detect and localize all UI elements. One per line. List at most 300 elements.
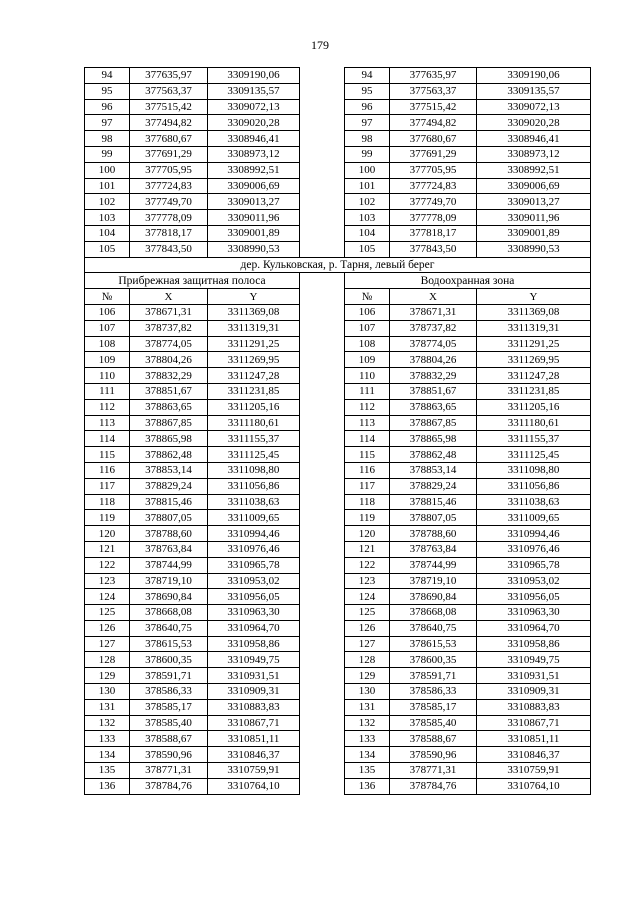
cell-y: 3311369,08	[208, 304, 300, 320]
cell-num: 116	[345, 462, 390, 478]
cell-x: 377749,70	[390, 194, 477, 210]
table-row	[85, 684, 591, 700]
cell-x: 378807,05	[130, 510, 208, 526]
cell-x: 378771,31	[130, 763, 208, 779]
cell-x: 378690,84	[390, 589, 477, 605]
cell-y: 3308973,12	[477, 146, 591, 162]
cell-y: 3310994,46	[208, 526, 300, 542]
gap-cell	[300, 241, 345, 257]
cell-num: 123	[345, 573, 390, 589]
cell-y: 3310931,51	[477, 668, 591, 684]
cell-y: 3311125,45	[477, 447, 591, 463]
cell-x: 377680,67	[130, 131, 208, 147]
cell-num: 109	[345, 352, 390, 368]
cell-x: 377515,42	[130, 99, 208, 115]
cell-num: 121	[85, 541, 130, 557]
gap-cell	[300, 573, 345, 589]
cell-num: 136	[345, 778, 390, 794]
cell-num: 120	[345, 526, 390, 542]
cell-num: 100	[345, 162, 390, 178]
cell-x: 378853,14	[390, 462, 477, 478]
cell-x: 378851,67	[130, 383, 208, 399]
cell-num: 118	[85, 494, 130, 510]
cell-y: 3311098,80	[208, 462, 300, 478]
gap-cell	[300, 557, 345, 573]
table-row	[85, 415, 591, 431]
cell-y: 3311009,65	[477, 510, 591, 526]
cell-y: 3311269,95	[477, 352, 591, 368]
cell-x: 378585,40	[390, 715, 477, 731]
cell-x: 378671,31	[390, 304, 477, 320]
cell-x: 377691,29	[390, 146, 477, 162]
cell-x: 378585,17	[390, 699, 477, 715]
cell-y: 3311056,86	[208, 478, 300, 494]
cell-x: 378590,96	[390, 747, 477, 763]
cell-y: 3311231,85	[477, 383, 591, 399]
cell-y: 3310963,30	[208, 605, 300, 621]
gap-cell	[300, 763, 345, 779]
gap-cell	[300, 715, 345, 731]
cell-y: 3309001,89	[208, 225, 300, 241]
table-row	[85, 557, 591, 573]
cell-x: 377635,97	[130, 68, 208, 84]
table-row	[85, 99, 591, 115]
cell-x: 378640,75	[390, 620, 477, 636]
cell-y: 3310883,83	[477, 699, 591, 715]
cell-x: 377843,50	[130, 241, 208, 257]
cell-x: 378744,99	[130, 557, 208, 573]
column-header-x: X	[390, 289, 477, 305]
cell-x: 378804,26	[130, 352, 208, 368]
cell-y: 3311180,61	[208, 415, 300, 431]
table-row	[85, 462, 591, 478]
cell-x: 378615,53	[130, 636, 208, 652]
cell-x: 378862,48	[130, 447, 208, 463]
cell-x: 378863,65	[130, 399, 208, 415]
table-row	[85, 241, 591, 257]
cell-x: 378853,14	[130, 462, 208, 478]
cell-y: 3310994,46	[477, 526, 591, 542]
table-row	[85, 131, 591, 147]
cell-x: 378719,10	[130, 573, 208, 589]
cell-y: 3309013,27	[208, 194, 300, 210]
gap-cell	[300, 336, 345, 352]
cell-y: 3311269,95	[208, 352, 300, 368]
cell-x: 377563,37	[390, 83, 477, 99]
gap-cell	[300, 668, 345, 684]
table-row	[85, 178, 591, 194]
upper-rows	[85, 68, 591, 258]
gap-cell	[300, 526, 345, 542]
cell-y: 3308990,53	[477, 241, 591, 257]
cell-num: 135	[345, 763, 390, 779]
cell-num: 107	[345, 320, 390, 336]
cell-x: 378832,29	[130, 368, 208, 384]
location-title: дер. Кульковская, р. Тарня, левый берег	[85, 257, 591, 273]
cell-y: 3310764,10	[208, 778, 300, 794]
cell-x: 377843,50	[390, 241, 477, 257]
cell-x: 378744,99	[390, 557, 477, 573]
table-row	[85, 747, 591, 763]
table-row	[85, 494, 591, 510]
cell-x: 378774,05	[130, 336, 208, 352]
gap-cell	[300, 605, 345, 621]
cell-x: 377724,83	[130, 178, 208, 194]
cell-x: 377494,82	[390, 115, 477, 131]
cell-num: 107	[85, 320, 130, 336]
cell-y: 3309072,13	[477, 99, 591, 115]
table-row	[85, 778, 591, 794]
cell-y: 3310965,78	[477, 557, 591, 573]
cell-y: 3308946,41	[477, 131, 591, 147]
cell-x: 378829,24	[130, 478, 208, 494]
gap-cell	[300, 431, 345, 447]
cell-num: 94	[85, 68, 130, 84]
cell-y: 3310953,02	[477, 573, 591, 589]
cell-x: 378865,98	[390, 431, 477, 447]
cell-x: 378668,08	[130, 605, 208, 621]
table-row	[85, 399, 591, 415]
table-row	[85, 115, 591, 131]
gap-cell	[300, 178, 345, 194]
cell-y: 3311098,80	[477, 462, 591, 478]
table-row	[85, 162, 591, 178]
cell-y: 3310909,31	[208, 684, 300, 700]
cell-num: 129	[85, 668, 130, 684]
cell-num: 98	[345, 131, 390, 147]
cell-num: 126	[85, 620, 130, 636]
cell-y: 3311038,63	[477, 494, 591, 510]
cell-num: 96	[85, 99, 130, 115]
cell-num: 136	[85, 778, 130, 794]
gap-cell	[300, 352, 345, 368]
cell-num: 100	[85, 162, 130, 178]
gap-cell	[300, 541, 345, 557]
table-row	[85, 668, 591, 684]
gap-cell	[300, 778, 345, 794]
cell-y: 3311319,31	[477, 320, 591, 336]
cell-num: 99	[345, 146, 390, 162]
gap-cell	[300, 194, 345, 210]
cell-x: 378863,65	[390, 399, 477, 415]
cell-x: 377494,82	[130, 115, 208, 131]
cell-num: 128	[85, 652, 130, 668]
cell-y: 3308990,53	[208, 241, 300, 257]
cell-y: 3310883,83	[208, 699, 300, 715]
table-row	[85, 304, 591, 320]
cell-y: 3310964,70	[208, 620, 300, 636]
cell-y: 3310867,71	[208, 715, 300, 731]
cell-num: 95	[345, 83, 390, 99]
cell-x: 377818,17	[390, 225, 477, 241]
gap-cell	[300, 289, 345, 305]
cell-x: 377691,29	[130, 146, 208, 162]
table-row	[85, 652, 591, 668]
table-row	[85, 146, 591, 162]
table-row	[85, 431, 591, 447]
cell-y: 3310963,30	[477, 605, 591, 621]
cell-x: 377705,95	[390, 162, 477, 178]
table-row	[85, 83, 591, 99]
cell-x: 378788,60	[390, 526, 477, 542]
cell-num: 113	[345, 415, 390, 431]
cell-x: 377563,37	[130, 83, 208, 99]
cell-x: 378865,98	[130, 431, 208, 447]
cell-x: 377680,67	[390, 131, 477, 147]
cell-num: 115	[85, 447, 130, 463]
gap-cell	[300, 620, 345, 636]
cell-y: 3308973,12	[208, 146, 300, 162]
column-header-y: Y	[477, 289, 591, 305]
cell-y: 3311291,25	[208, 336, 300, 352]
cell-y: 3310953,02	[208, 573, 300, 589]
cell-num: 118	[345, 494, 390, 510]
cell-x: 378804,26	[390, 352, 477, 368]
cell-num: 126	[345, 620, 390, 636]
cell-y: 3311205,16	[477, 399, 591, 415]
cell-x: 378815,46	[390, 494, 477, 510]
gap-cell	[300, 399, 345, 415]
gap-cell	[300, 478, 345, 494]
cell-x: 377515,42	[390, 99, 477, 115]
table-row	[85, 573, 591, 589]
table-row	[85, 368, 591, 384]
cell-num: 96	[345, 99, 390, 115]
cell-y: 3311205,16	[208, 399, 300, 415]
gap-cell	[300, 447, 345, 463]
cell-num: 129	[345, 668, 390, 684]
cell-y: 3311056,86	[477, 478, 591, 494]
cell-y: 3310956,05	[477, 589, 591, 605]
cell-num: 112	[85, 399, 130, 415]
cell-y: 3311180,61	[477, 415, 591, 431]
cell-y: 3311291,25	[477, 336, 591, 352]
cell-num: 102	[345, 194, 390, 210]
cell-num: 133	[345, 731, 390, 747]
cell-x: 378784,76	[390, 778, 477, 794]
cell-y: 3311125,45	[208, 447, 300, 463]
cell-x: 378615,53	[390, 636, 477, 652]
gap-cell	[300, 131, 345, 147]
cell-x: 377778,09	[130, 210, 208, 226]
cell-y: 3308992,51	[208, 162, 300, 178]
table-row	[85, 605, 591, 621]
section-title-right: Водоохранная зона	[345, 273, 591, 289]
cell-x: 378586,33	[390, 684, 477, 700]
cell-x: 378867,85	[130, 415, 208, 431]
cell-num: 119	[85, 510, 130, 526]
column-header-row	[85, 289, 591, 305]
cell-num: 97	[345, 115, 390, 131]
cell-num: 106	[345, 304, 390, 320]
table-row	[85, 447, 591, 463]
table-row	[85, 210, 591, 226]
cell-y: 3310867,71	[477, 715, 591, 731]
cell-num: 121	[345, 541, 390, 557]
cell-y: 3309190,06	[477, 68, 591, 84]
cell-x: 378763,84	[130, 541, 208, 557]
cell-num: 114	[85, 431, 130, 447]
gap-cell	[300, 368, 345, 384]
cell-x: 378763,84	[390, 541, 477, 557]
gap-cell	[300, 68, 345, 84]
gap-cell	[300, 273, 345, 289]
table-row	[85, 68, 591, 84]
cell-num: 102	[85, 194, 130, 210]
cell-y: 3310931,51	[208, 668, 300, 684]
cell-x: 378737,82	[390, 320, 477, 336]
cell-x: 378690,84	[130, 589, 208, 605]
column-header-y: Y	[208, 289, 300, 305]
cell-y: 3310949,75	[477, 652, 591, 668]
cell-num: 132	[345, 715, 390, 731]
column-header-num: №	[345, 289, 390, 305]
cell-x: 378807,05	[390, 510, 477, 526]
cell-y: 3311247,28	[477, 368, 591, 384]
gap-cell	[300, 210, 345, 226]
cell-y: 3310965,78	[208, 557, 300, 573]
cell-x: 377778,09	[390, 210, 477, 226]
gap-cell	[300, 225, 345, 241]
cell-y: 3309011,96	[477, 210, 591, 226]
cell-x: 377635,97	[390, 68, 477, 84]
cell-num: 115	[345, 447, 390, 463]
cell-num: 95	[85, 83, 130, 99]
gap-cell	[300, 83, 345, 99]
cell-y: 3310964,70	[477, 620, 591, 636]
cell-x: 378771,31	[390, 763, 477, 779]
cell-y: 3309001,89	[477, 225, 591, 241]
table-row	[85, 731, 591, 747]
cell-y: 3309006,69	[208, 178, 300, 194]
cell-num: 97	[85, 115, 130, 131]
cell-x: 378586,33	[130, 684, 208, 700]
cell-y: 3309135,57	[208, 83, 300, 99]
cell-y: 3309020,28	[477, 115, 591, 131]
cell-y: 3310976,46	[477, 541, 591, 557]
gap-cell	[300, 636, 345, 652]
cell-num: 123	[85, 573, 130, 589]
gap-cell	[300, 684, 345, 700]
cell-x: 378719,10	[390, 573, 477, 589]
cell-num: 116	[85, 462, 130, 478]
table-row	[85, 478, 591, 494]
cell-y: 3311009,65	[208, 510, 300, 526]
cell-x: 378585,40	[130, 715, 208, 731]
cell-y: 3310958,86	[477, 636, 591, 652]
cell-y: 3311369,08	[477, 304, 591, 320]
gap-cell	[300, 320, 345, 336]
cell-num: 134	[85, 747, 130, 763]
table-row	[85, 699, 591, 715]
cell-x: 377724,83	[390, 178, 477, 194]
column-header-x: X	[130, 289, 208, 305]
cell-x: 378591,71	[130, 668, 208, 684]
cell-num: 98	[85, 131, 130, 147]
cell-num: 128	[345, 652, 390, 668]
cell-num: 120	[85, 526, 130, 542]
cell-y: 3310909,31	[477, 684, 591, 700]
table-row	[85, 336, 591, 352]
page-number: 179	[311, 38, 329, 52]
cell-y: 3309020,28	[208, 115, 300, 131]
cell-y: 3310949,75	[208, 652, 300, 668]
cell-y: 3310846,37	[208, 747, 300, 763]
cell-num: 130	[85, 684, 130, 700]
cell-num: 117	[85, 478, 130, 494]
cell-x: 378668,08	[390, 605, 477, 621]
cell-num: 105	[345, 241, 390, 257]
lower-rows	[85, 304, 591, 794]
cell-y: 3309190,06	[208, 68, 300, 84]
cell-y: 3311231,85	[208, 383, 300, 399]
cell-num: 133	[85, 731, 130, 747]
cell-num: 99	[85, 146, 130, 162]
coordinates-table	[84, 67, 591, 795]
cell-num: 111	[85, 383, 130, 399]
table-row	[85, 541, 591, 557]
gap-cell	[300, 304, 345, 320]
cell-x: 378851,67	[390, 383, 477, 399]
cell-x: 377749,70	[130, 194, 208, 210]
cell-num: 103	[85, 210, 130, 226]
cell-x: 378784,76	[130, 778, 208, 794]
cell-num: 104	[345, 225, 390, 241]
cell-x: 378671,31	[130, 304, 208, 320]
cell-num: 101	[85, 178, 130, 194]
gap-cell	[300, 747, 345, 763]
cell-num: 111	[345, 383, 390, 399]
cell-num: 122	[85, 557, 130, 573]
cell-num: 105	[85, 241, 130, 257]
cell-num: 124	[345, 589, 390, 605]
cell-num: 125	[345, 605, 390, 621]
table-row	[85, 636, 591, 652]
cell-x: 378600,35	[130, 652, 208, 668]
cell-num: 103	[345, 210, 390, 226]
cell-x: 378788,60	[130, 526, 208, 542]
cell-num: 104	[85, 225, 130, 241]
gap-cell	[300, 415, 345, 431]
cell-y: 3309135,57	[477, 83, 591, 99]
table-row	[85, 352, 591, 368]
location-header	[85, 257, 591, 304]
gap-cell	[300, 99, 345, 115]
cell-x: 378829,24	[390, 478, 477, 494]
cell-y: 3310976,46	[208, 541, 300, 557]
cell-y: 3308946,41	[208, 131, 300, 147]
cell-x: 378600,35	[390, 652, 477, 668]
cell-y: 3308992,51	[477, 162, 591, 178]
table-row	[85, 715, 591, 731]
gap-cell	[300, 146, 345, 162]
cell-num: 119	[345, 510, 390, 526]
gap-cell	[300, 510, 345, 526]
cell-num: 109	[85, 352, 130, 368]
cell-x: 378867,85	[390, 415, 477, 431]
cell-x: 378774,05	[390, 336, 477, 352]
cell-x: 378585,17	[130, 699, 208, 715]
cell-num: 117	[345, 478, 390, 494]
cell-num: 127	[345, 636, 390, 652]
table-row	[85, 620, 591, 636]
table-row	[85, 510, 591, 526]
cell-x: 377818,17	[130, 225, 208, 241]
column-header-num: №	[85, 289, 130, 305]
cell-num: 124	[85, 589, 130, 605]
cell-y: 3309011,96	[208, 210, 300, 226]
cell-num: 106	[85, 304, 130, 320]
